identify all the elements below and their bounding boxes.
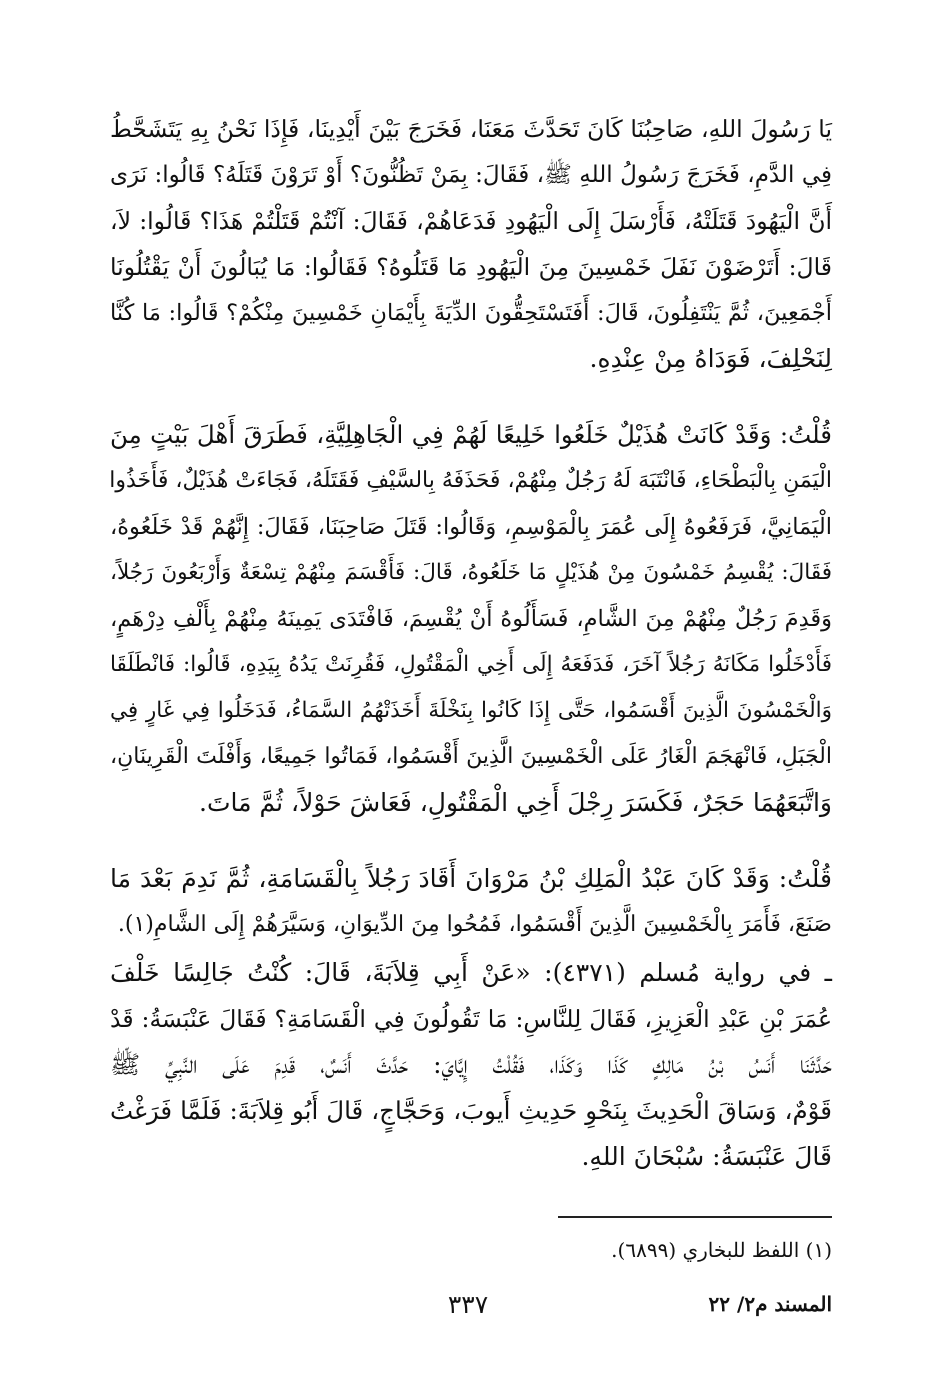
text-line: صَنَعَ، فَأَمَرَ بِالْخَمْسِينَ الَّذِينَ أَقْسَمُوا، فَمُحُوا مِنَ الدِّيوَانِ، وَسَيَّرَهُمْ إِلَى الشَّامِ(١). [117,912,832,937]
text-line: أَنَّ الْيَهُودَ قَتَلَتْهُ، فَأَرْسَلَ إِلَى الْيَهُودِ فَدَعَاهُمْ، فَقَالَ: آنْتُمْ قَتَلْتُمْ هَذَا؟ قَالُوا: لاَ، [110,207,832,235]
paragraph-hudhayl-story [110,412,832,826]
paragraph-muslim-narration [110,950,832,1180]
text-line: وَاتَّبَعَهُمَا حَجَرٌ، فَكَسَرَ رِجْلَ أَخِي الْمَقْتُولِ، فَعَاشَ حَوْلاً، ثُمَّ مَاتَ. [199,788,832,817]
text-line: قَالَ عَنْبَسَةُ: سُبْحَانَ اللهِ. [581,1142,832,1171]
text-line: الْيَمَانِيَّ، فَرَفَعُوهُ إِلَى عُمَرَ بِالْمَوْسِمِ، وَقَالُوا: قَتَلَ صَاحِبَنَا، فَقَالَ: إِنَّهُمْ قَدْ خَلَعُوهُ، [110,514,832,540]
text-line: فِي الدَّمِ، فَخَرَجَ رَسُولُ اللهِ ﷺ، فَقَالَ: بِمَنْ تَظُنُّونَ؟ أَوْ تَرَوْنَ قَتَلَهُ؟ قَالُوا: نَرَى [110,162,832,188]
text-line: وَالْخَمْسُونَ الَّذِينَ أَقْسَمُوا، حَتَّى إِذَا كَانُوا بِنَخْلَةَ أَخَذَتْهُمُ السَّمَاءُ، فَدَخَلُوا فِي غَارٍ فِي [110,698,832,723]
paragraph-abd-al-malik [110,856,832,948]
printer-signature: المسند م٢/ ٢٢ [708,1292,832,1316]
text-line: حَدَّثَنَا أَنَسُ بْنُ مَالِكٍ كَذَا وَكَذَا، فَقُلْتُ إِيَّايَ: حَدَّثَ أَنَسٌ، قَدِمَ عَلَى النَّبِيِّ ﷺ [110,1050,832,1079]
text-line: قَالَ: أَتَرْضَوْنَ نَفَلَ خَمْسِينَ مِنَ الْيَهُودِ مَا قَتَلُوهُ؟ فَقَالُوا: مَا يُبَالُونَ أَنْ يَقْتُلُونَا [110,253,832,281]
text-line: فَقَالَ: يُقْسِمُ خَمْسُونَ مِنْ هُذَيْلٍ مَا خَلَعُوهُ، قَالَ: فَأَقْسَمَ مِنْهُمْ تِسْعَةٌ وَأَرْبَعُونَ رَجُلاً، [110,560,832,585]
text-line: ـ في رواية مُسلم (٤٣٧١): «عَنْ أَبِي قِلاَبَةَ، قَالَ: كُنْتُ جَالِسًا خَلْفَ [110,958,832,987]
text-line: لِنَحْلِفَ، فَوَدَاهُ مِنْ عِنْدِهِ. [589,344,832,373]
paragraph-hadith-continuation [110,106,832,382]
text-line: قُلْتُ: وَقَدْ كَانَتْ هُذَيْلٌ خَلَعُوا خَلِيعًا لَهُمْ فِي الْجَاهِلِيَّةِ، فَطَرَقَ أَهْلَ بَيْتٍ مِنَ [110,420,832,449]
text-line: فَأَدْخَلُوا مَكَانَهُ رَجُلاً آخَرَ، فَدَفَعَهُ إِلَى أَخِي الْمَقْتُولِ، فَقُرِنَتْ يَدُهُ بِيَدِهِ، قَالُوا: فَانْطَلَقَا [110,652,832,677]
text-line: الْجَبَلِ، فَانْهَجَمَ الْغَارُ عَلَى الْخَمْسِينَ الَّذِينَ أَقْسَمُوا، فَمَاتُوا جَمِيعًا، وَأَفْلَتَ الْقَرِينَانِ، [110,744,832,769]
text-line: قَوْمٌ، وَسَاقَ الْحَدِيثَ بِنَحْوِ حَدِيثِ أَيوبَ، وَحَجَّاجٍ، قَالَ أَبُو قِلاَبَةَ: فَلَمَّا فَرَغْتُ [110,1096,832,1125]
footnote-divider [558,1216,832,1218]
text-line: أَجْمَعِينَ، ثُمَّ يَنْتَفِلُونَ، قَالَ: أَفَتَسْتَحِقُّونَ الدِّيَةَ بِأَيْمَانِ خَمْسِينَ مِنْكُمْ؟ قَالُوا: مَا كُنَّا [110,300,832,326]
text-line: قُلْتُ: وَقَدْ كَانَ عَبْدُ الْمَلِكِ بْنُ مَرْوَانَ أَقَادَ رَجُلاً بِالْقَسَامَةِ، ثُمَّ نَدِمَ بَعْدَ مَا [110,864,832,893]
text-line: يَا رَسُولَ اللهِ، صَاحِبُنَا كَانَ تَحَدَّثَ مَعَنَا، فَخَرَجَ بَيْنَ أَيْدِينَا، فَإِذَا نَحْنُ بِهِ يَتَشَحَّطُ [110,115,832,143]
text-line: الْيَمَنِ بِالْبَطْحَاءِ، فَانْتَبَهَ لَهُ رَجُلٌ مِنْهُمْ، فَحَذَفَهُ بِالسَّيْفِ فَقَتَلَهُ، فَجَاءَتْ هُذَيْلٌ، فَأَخَذُوا [109,468,832,493]
page-number: ٣٣٧ [447,1290,489,1319]
text-line: عُمَرَ بْنِ عَبْدِ الْعَزِيزِ، فَقَالَ لِلنَّاسِ: مَا تَقُولُونَ فِي الْقَسَامَةِ؟ فَقَالَ عَنْبَسَةُ: قَدْ [110,1005,832,1033]
text-line: وَقَدِمَ رَجُلٌ مِنْهُمْ مِنَ الشَّامِ، فَسَأَلُوهُ أَنْ يُقْسِمَ، فَافْتَدَى يَمِينَهُ مِنْهُمْ بِأَلْفِ دِرْهَمٍ، [110,606,832,632]
footnote: (١) اللفظ للبخاري (٦٨٩٩). [611,1238,832,1262]
